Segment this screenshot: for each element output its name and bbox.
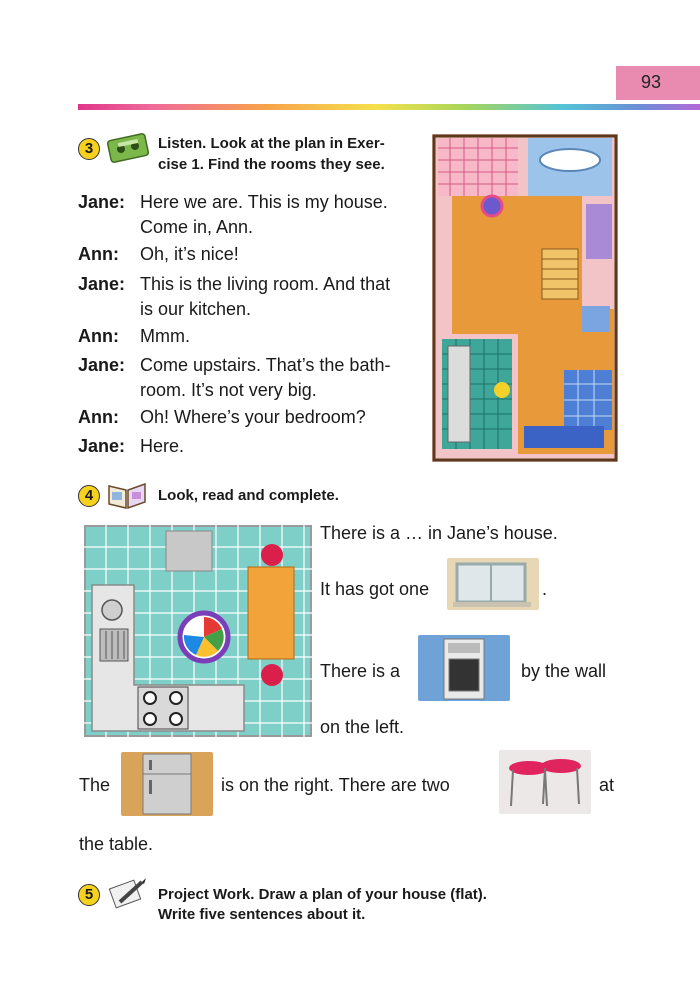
exercise4-instruction: Look, read and complete. bbox=[158, 487, 339, 504]
cooker-picture bbox=[418, 635, 510, 701]
dialogue-line: This is the living room. And that bbox=[140, 274, 391, 294]
exercise3-instruction-line2: cise 1. Find the rooms they see. bbox=[158, 156, 385, 173]
exercise4-sentence-3-end: by the wall bbox=[521, 661, 607, 681]
fridge-picture bbox=[121, 752, 213, 816]
exercise4-sentence-1: There is a … in Jane’s house. bbox=[320, 523, 558, 543]
speaker: Ann: bbox=[78, 244, 119, 264]
exercise4-sentence-4-start: The bbox=[79, 775, 111, 795]
speaker: Ann: bbox=[78, 326, 119, 346]
speaker: Jane: bbox=[78, 192, 126, 212]
house-plan-illustration bbox=[432, 134, 618, 462]
dialogue-line: is our kitchen. bbox=[140, 299, 252, 319]
page-number: 93 bbox=[640, 72, 662, 92]
speaker: Jane: bbox=[78, 436, 126, 456]
cassette-icon bbox=[106, 131, 150, 165]
pencil-icon bbox=[106, 876, 148, 910]
exercise4-sentence-4-end: at bbox=[599, 775, 615, 795]
dialogue-line: Come in, Ann. bbox=[140, 217, 254, 237]
exercise5-instruction-line2: Write five sentences about it. bbox=[158, 906, 366, 923]
dialogue-line: Mmm. bbox=[140, 326, 190, 346]
exercise5-instruction-line1: Project Work. Draw a plan of your house (flat). bbox=[158, 886, 487, 903]
stools-picture bbox=[499, 750, 591, 814]
exercise4-sentence-3-continued: on the left. bbox=[320, 717, 405, 737]
exercise-number-5: 5 bbox=[78, 884, 100, 906]
speaker: Ann: bbox=[78, 407, 119, 427]
window-picture bbox=[447, 558, 539, 610]
exercise4-sentence-4-continued: the table. bbox=[79, 834, 154, 854]
kitchen-plan-illustration bbox=[84, 525, 312, 737]
speaker: Jane: bbox=[78, 274, 126, 294]
dialogue bbox=[78, 190, 423, 470]
dialogue-line: Oh! Where’s your bedroom? bbox=[140, 407, 366, 427]
exercise4-sentence-3-start: There is a bbox=[320, 661, 401, 681]
header-rainbow-bar bbox=[78, 104, 700, 110]
exercise4-sentence-2-end: . bbox=[542, 579, 548, 599]
speaker: Jane: bbox=[78, 355, 126, 375]
dialogue-line: Come upstairs. That’s the bath- bbox=[140, 355, 391, 375]
dialogue-line: room. It’s not very big. bbox=[140, 380, 317, 400]
open-book-icon bbox=[105, 478, 149, 512]
dialogue-line: Oh, it’s nice! bbox=[140, 244, 239, 264]
exercise-number-4: 4 bbox=[78, 485, 100, 507]
exercise4-sentence-2-start: It has got one bbox=[320, 579, 430, 599]
exercise3-instruction-line1: Listen. Look at the plan in Exer- bbox=[158, 135, 385, 152]
exercise-number-3: 3 bbox=[78, 138, 100, 160]
dialogue-line: Here we are. This is my house. bbox=[140, 192, 388, 212]
exercise4-sentence-4-middle: is on the right. There are two bbox=[221, 775, 450, 795]
dialogue-line: Here. bbox=[140, 436, 185, 456]
